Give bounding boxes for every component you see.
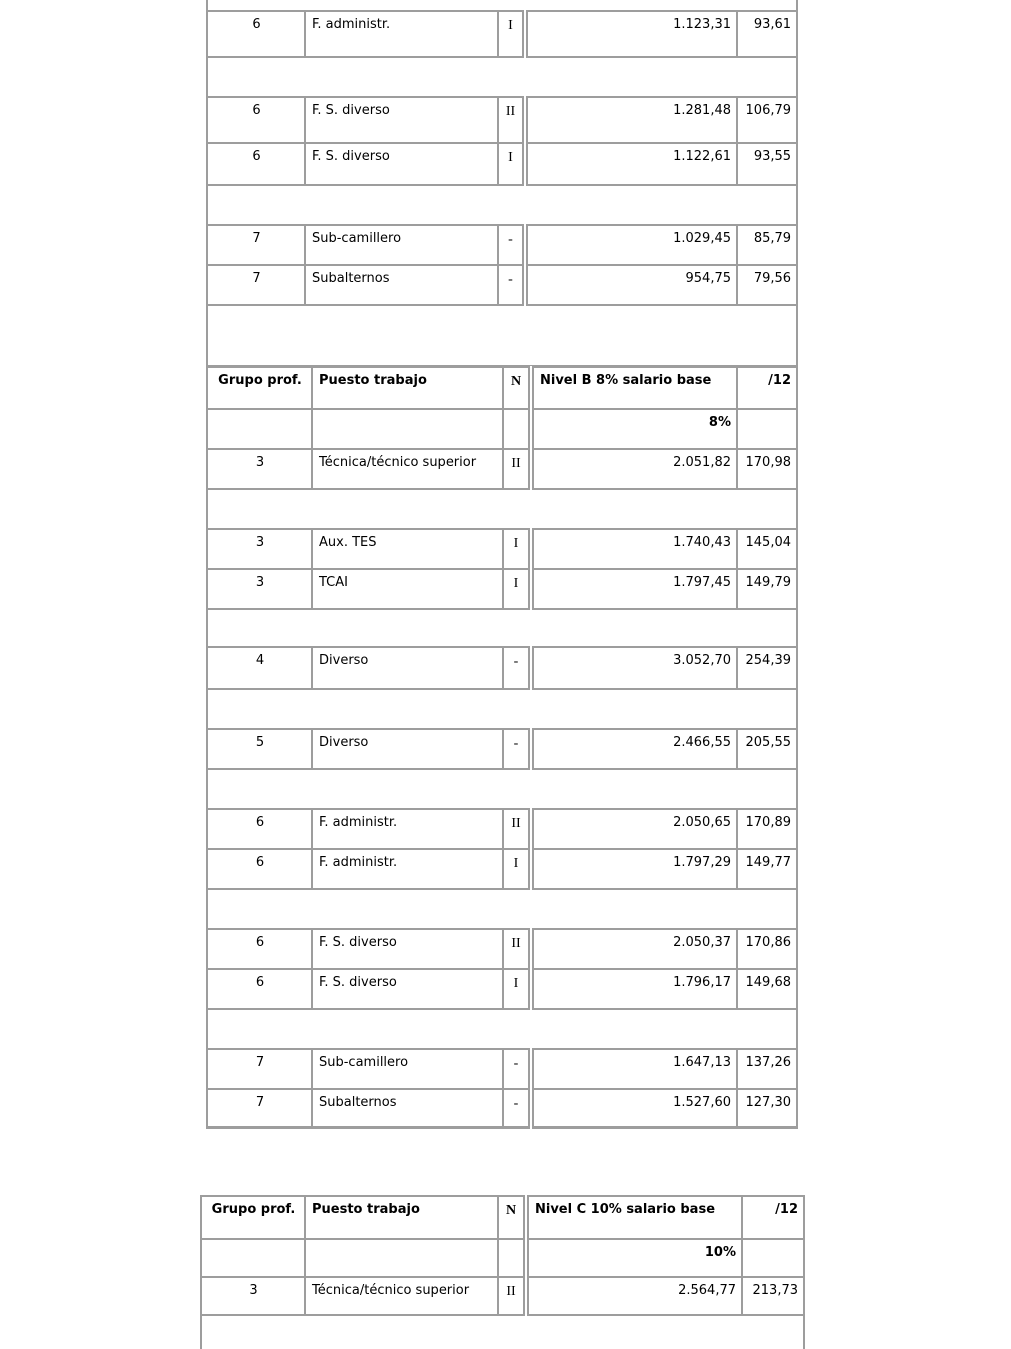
cell-nivel: - <box>498 265 525 305</box>
cell-grupo-prof: 7 <box>207 225 305 265</box>
cell-doceavo: 170,86 <box>737 929 797 969</box>
spacer-row <box>207 489 797 529</box>
spacer-cell <box>207 305 797 366</box>
cell-nivel: I <box>503 849 531 889</box>
salary-table-nivel-c <box>200 1195 805 1349</box>
cell-nivel: I <box>503 569 531 609</box>
cell-grupo-prof: 6 <box>207 143 305 185</box>
pct-row <box>201 1239 804 1277</box>
cell-doceavo: 213,73 <box>742 1277 804 1315</box>
table-row <box>207 1049 797 1089</box>
cell-grupo-prof: 5 <box>207 729 312 769</box>
cell-salario-base: 8% <box>531 409 737 449</box>
table-row <box>201 1277 804 1315</box>
table-row <box>207 143 797 185</box>
cell-grupo-prof: 3 <box>207 449 312 489</box>
header-row <box>207 367 797 409</box>
cell-grupo-prof: 3 <box>207 569 312 609</box>
spacer-row <box>207 1009 797 1049</box>
cell-salario-base: 2.564,77 <box>526 1277 742 1315</box>
cell-salario-base: Nivel C 10% salario base <box>526 1196 742 1239</box>
salary-table-nivel-a-continuation <box>206 0 798 367</box>
table-row <box>207 929 797 969</box>
cell-nivel: - <box>498 225 525 265</box>
cell-puesto-trabajo: F. administr. <box>312 849 503 889</box>
spacer-row <box>207 609 797 647</box>
cell-puesto-trabajo: Diverso <box>312 647 503 689</box>
cell-nivel: II <box>498 1277 526 1315</box>
cell-doceavo: 254,39 <box>737 647 797 689</box>
spacer-cell <box>207 185 797 225</box>
table-row <box>207 849 797 889</box>
clipped-row <box>207 0 797 11</box>
cell-nivel: - <box>503 647 531 689</box>
cell-doceavo <box>737 409 797 449</box>
cell-nivel: II <box>503 449 531 489</box>
cell-nivel: I <box>498 11 525 57</box>
spacer-row <box>207 185 797 225</box>
spacer-cell <box>207 1009 797 1049</box>
cell-doceavo: 93,61 <box>737 11 797 57</box>
cell-doceavo: 149,79 <box>737 569 797 609</box>
cell-puesto-trabajo: Puesto trabajo <box>312 367 503 409</box>
cell-puesto-trabajo: Técnica/técnico superior <box>305 1277 498 1315</box>
table-row <box>207 647 797 689</box>
cell-grupo-prof: 3 <box>201 1277 305 1315</box>
spacer-cell <box>207 57 797 97</box>
cell-grupo-prof: Grupo prof. <box>207 367 312 409</box>
cell-doceavo: /12 <box>737 367 797 409</box>
cell-grupo-prof: 3 <box>207 529 312 569</box>
cell-puesto-trabajo: Técnica/técnico superior <box>312 449 503 489</box>
cell-nivel: - <box>503 729 531 769</box>
cell-nivel: - <box>503 1089 531 1127</box>
cell-doceavo <box>742 1239 804 1277</box>
cell-nivel <box>498 1239 526 1277</box>
spacer-cell <box>207 689 797 729</box>
cell-puesto-trabajo <box>312 409 503 449</box>
cell-salario-base: 1.029,45 <box>525 225 737 265</box>
header-row <box>201 1196 804 1239</box>
cell-grupo-prof: 7 <box>207 265 305 305</box>
salary-table-nivel-b <box>206 366 798 1129</box>
cell-nivel: II <box>503 809 531 849</box>
cell-doceavo: 85,79 <box>737 225 797 265</box>
cell-nivel: II <box>503 929 531 969</box>
cell-nivel: N <box>503 367 531 409</box>
cell-grupo-prof: 6 <box>207 809 312 849</box>
cell-doceavo: /12 <box>742 1196 804 1239</box>
spacer-row <box>207 689 797 729</box>
cell-salario-base: 2.051,82 <box>531 449 737 489</box>
table-row <box>207 265 797 305</box>
cell-salario-base: 1.796,17 <box>531 969 737 1009</box>
cell-doceavo: 149,77 <box>737 849 797 889</box>
cell-grupo-prof: 7 <box>207 1049 312 1089</box>
table-row <box>207 1089 797 1127</box>
cell-puesto-trabajo: Puesto trabajo <box>305 1196 498 1239</box>
cell-puesto-trabajo: Sub-camillero <box>312 1049 503 1089</box>
table-row <box>207 225 797 265</box>
table-row <box>207 729 797 769</box>
cell-puesto-trabajo <box>305 1239 498 1277</box>
cell-puesto-trabajo: F. S. diverso <box>305 97 498 143</box>
spacer-row <box>207 889 797 929</box>
cell-nivel: I <box>498 143 525 185</box>
spacer-cell <box>207 769 797 809</box>
spacer-cell <box>207 889 797 929</box>
cell-doceavo: 127,30 <box>737 1089 797 1127</box>
table-row <box>207 969 797 1009</box>
cell-grupo-prof: 6 <box>207 929 312 969</box>
cell-grupo-prof: 7 <box>207 1089 312 1127</box>
spacer-cell <box>207 609 797 647</box>
cell-puesto-trabajo: F. administr. <box>305 11 498 57</box>
cell-puesto-trabajo: TCAI <box>312 569 503 609</box>
cell-nivel: I <box>503 529 531 569</box>
cell-salario-base: 1.647,13 <box>531 1049 737 1089</box>
cell-grupo-prof: 6 <box>207 97 305 143</box>
table-row <box>207 11 797 57</box>
cell-nivel <box>503 409 531 449</box>
cell-nivel: I <box>503 969 531 1009</box>
cell-salario-base: Nivel B 8% salario base <box>531 367 737 409</box>
spacer-row <box>207 305 797 366</box>
spacer-cell <box>201 1315 804 1349</box>
cell-salario-base: 1.740,43 <box>531 529 737 569</box>
table-row <box>207 569 797 609</box>
cell-grupo-prof: 6 <box>207 849 312 889</box>
cell-grupo-prof: 4 <box>207 647 312 689</box>
cell-salario-base: 1.797,29 <box>531 849 737 889</box>
cell-puesto-trabajo: F. S. diverso <box>305 143 498 185</box>
cell-puesto-trabajo: F. administr. <box>312 809 503 849</box>
cell-doceavo: 170,98 <box>737 449 797 489</box>
cell-puesto-trabajo: Subalternos <box>305 265 498 305</box>
table-row <box>207 809 797 849</box>
cell-grupo-prof: Grupo prof. <box>201 1196 305 1239</box>
table-row <box>207 529 797 569</box>
cell-salario-base: 954,75 <box>525 265 737 305</box>
cell-doceavo: 93,55 <box>737 143 797 185</box>
cell-salario-base: 2.466,55 <box>531 729 737 769</box>
cell-grupo-prof <box>201 1239 305 1277</box>
cell-doceavo: 170,89 <box>737 809 797 849</box>
spacer-row <box>201 1315 804 1349</box>
cell-doceavo: 149,68 <box>737 969 797 1009</box>
cell-puesto-trabajo: F. S. diverso <box>312 969 503 1009</box>
cell-nivel: - <box>503 1049 531 1089</box>
cell-doceavo: 79,56 <box>737 265 797 305</box>
spacer-cell <box>207 0 797 11</box>
spacer-row <box>207 769 797 809</box>
table-row <box>207 97 797 143</box>
cell-nivel: II <box>498 97 525 143</box>
cell-grupo-prof: 6 <box>207 969 312 1009</box>
cell-salario-base: 1.527,60 <box>531 1089 737 1127</box>
cell-puesto-trabajo: Subalternos <box>312 1089 503 1127</box>
cell-doceavo: 106,79 <box>737 97 797 143</box>
cell-nivel: N <box>498 1196 526 1239</box>
cell-puesto-trabajo: Aux. TES <box>312 529 503 569</box>
spacer-cell <box>207 489 797 529</box>
cell-grupo-prof <box>207 409 312 449</box>
cell-salario-base: 2.050,37 <box>531 929 737 969</box>
cell-puesto-trabajo: Diverso <box>312 729 503 769</box>
cell-salario-base: 1.123,31 <box>525 11 737 57</box>
cell-salario-base: 2.050,65 <box>531 809 737 849</box>
cell-puesto-trabajo: F. S. diverso <box>312 929 503 969</box>
cell-doceavo: 137,26 <box>737 1049 797 1089</box>
cell-doceavo: 145,04 <box>737 529 797 569</box>
spacer-row <box>207 57 797 97</box>
table-row <box>207 449 797 489</box>
pct-row <box>207 409 797 449</box>
cell-salario-base: 1.122,61 <box>525 143 737 185</box>
cell-grupo-prof: 6 <box>207 11 305 57</box>
cell-puesto-trabajo: Sub-camillero <box>305 225 498 265</box>
cell-salario-base: 10% <box>526 1239 742 1277</box>
cell-salario-base: 1.281,48 <box>525 97 737 143</box>
cell-doceavo: 205,55 <box>737 729 797 769</box>
cell-salario-base: 1.797,45 <box>531 569 737 609</box>
cell-salario-base: 3.052,70 <box>531 647 737 689</box>
